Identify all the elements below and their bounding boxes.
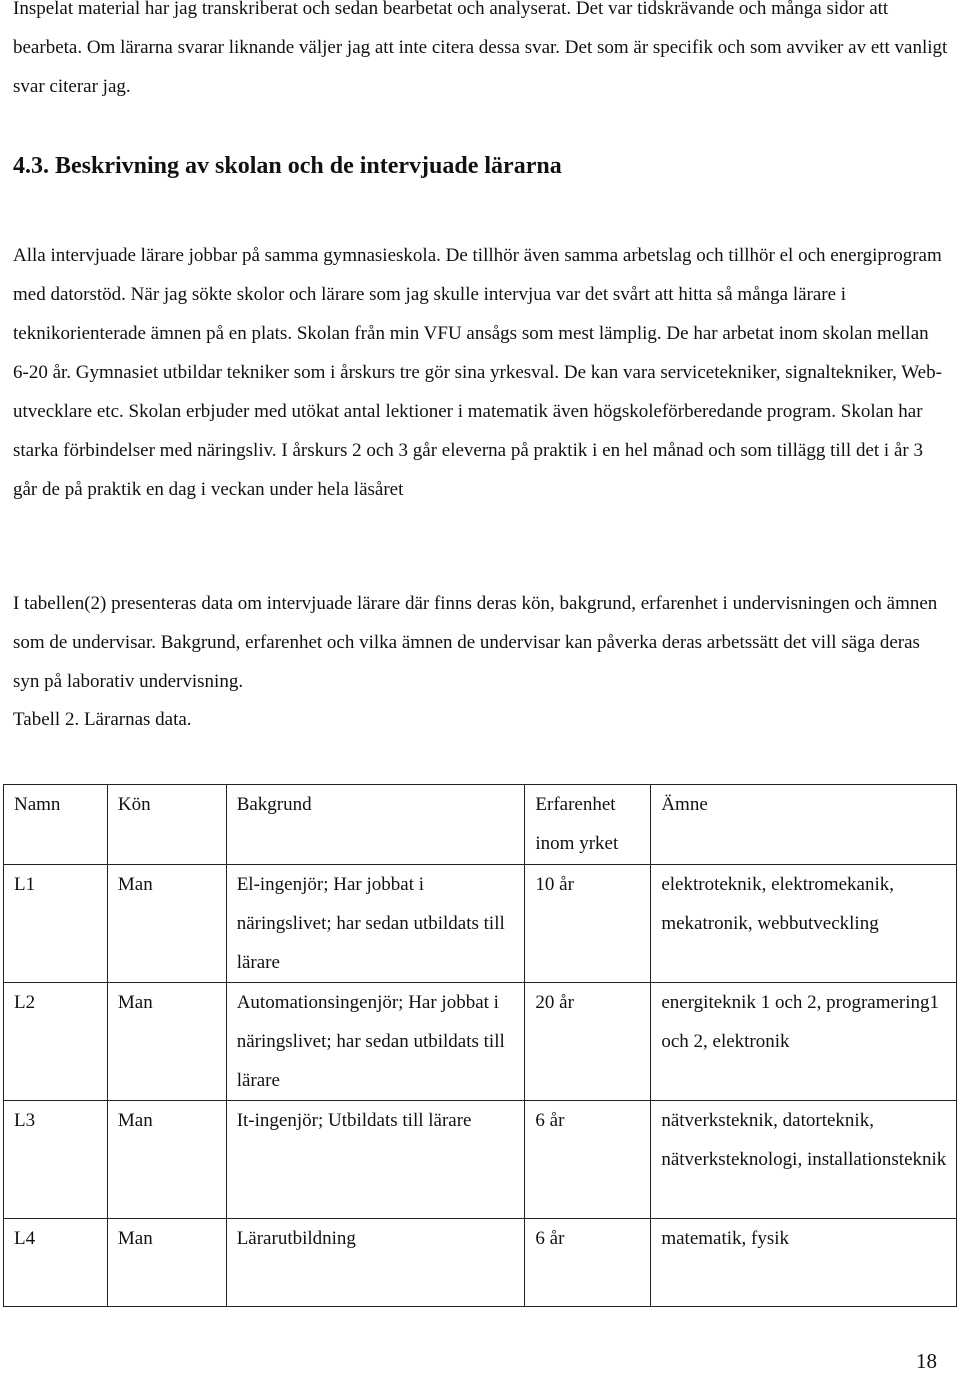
table-row — [4, 1219, 957, 1307]
table-row — [4, 1101, 957, 1219]
school-description-paragraph: Alla intervjuade lärare jobbar på samma gymnasieskola. De tillhör även samma arbetslag och tillhör el och energiprogram med datorstöd. När jag sökte skolor och lärare som jag skulle intervjua var det svårt att hitta så många lärare i teknikorienterade ämnen på en plats. Skolan från min VFU ansågs som mest lämplig. De har arbetat inom skolan mellan 6-20 år. Gymnasiet utbildar tekniker som i årskurs tre gör sina yrkesval. De kan vara servicetekniker, signaltekniker, Web-utvecklare etc. Skolan erbjuder med utökat antal lektioner i matematik även högskoleförberedande program. Skolan har starka förbindelser med näringsliv. I årskurs 2 och 3 går eleverna på praktik i en hel månad och som tillägg till det i år 3 går de på praktik en dag i veckan under hela läsåret — [13, 245, 942, 500]
cell-experience: 10 år — [525, 865, 651, 983]
header-name: Namn — [4, 785, 108, 865]
cell-name: L2 — [4, 983, 108, 1101]
cell-subject: matematik, fysik — [651, 1219, 957, 1307]
table-row — [4, 865, 957, 983]
cell-experience: 6 år — [525, 1219, 651, 1307]
cell-name: L1 — [4, 865, 108, 983]
cell-gender: Man — [107, 983, 226, 1101]
cell-background: Lärarutbildning — [226, 1219, 525, 1307]
cell-background: Automationsingenjör; Har jobbat i näringslivet; har sedan utbildats till lärare — [226, 983, 525, 1101]
table-header-row — [4, 785, 957, 865]
cell-experience: 20 år — [525, 983, 651, 1101]
cell-name: L4 — [4, 1219, 108, 1307]
cell-subject: energiteknik 1 och 2, programering1 och 2, elektronik — [651, 983, 957, 1101]
cell-subject: elektroteknik, elektromekanik, mekatronik, webbutveckling — [651, 865, 957, 983]
cell-background: It-ingenjör; Utbildats till lärare — [226, 1101, 525, 1219]
cell-subject: nätverksteknik, datorteknik, nätverksteknologi, installationsteknik — [651, 1101, 957, 1219]
cell-gender: Man — [107, 1219, 226, 1307]
section-heading: 4.3. Beskrivning av skolan och de intervjuade lärarna — [13, 153, 562, 179]
table-caption: Tabell 2. Lärarnas data. — [13, 709, 192, 730]
cell-gender: Man — [107, 1101, 226, 1219]
header-experience: Erfarenhet inom yrket — [525, 785, 651, 865]
cell-experience: 6 år — [525, 1101, 651, 1219]
header-subject: Ämne — [651, 785, 957, 865]
teacher-data-table — [3, 784, 957, 1307]
table-intro-paragraph: I tabellen(2) presenteras data om intervjuade lärare där finns deras kön, bakgrund, erfarenhet i undervisningen och ämnen som de undervisar. Bakgrund, erfarenhet och vilka ämnen de undervisar kan påverka deras arbetssätt det vill säga deras syn på laborativ undervisning. — [13, 593, 938, 692]
page-number: 18 — [916, 1349, 937, 1373]
cell-background: El-ingenjör; Har jobbat i näringslivet; har sedan utbildats till lärare — [226, 865, 525, 983]
table-row — [4, 983, 957, 1101]
cell-gender: Man — [107, 865, 226, 983]
intro-paragraph: Inspelat material har jag transkriberat och sedan bearbetat och analyserat. Det var tidskrävande och många sidor att bearbeta. Om lärarna svarar liknande väljer jag att inte citera dessa svar. Det som är specifik och som avviker av ett vanligt svar citerar jag. — [13, 0, 948, 97]
header-gender: Kön — [107, 785, 226, 865]
header-background: Bakgrund — [226, 785, 525, 865]
cell-name: L3 — [4, 1101, 108, 1219]
